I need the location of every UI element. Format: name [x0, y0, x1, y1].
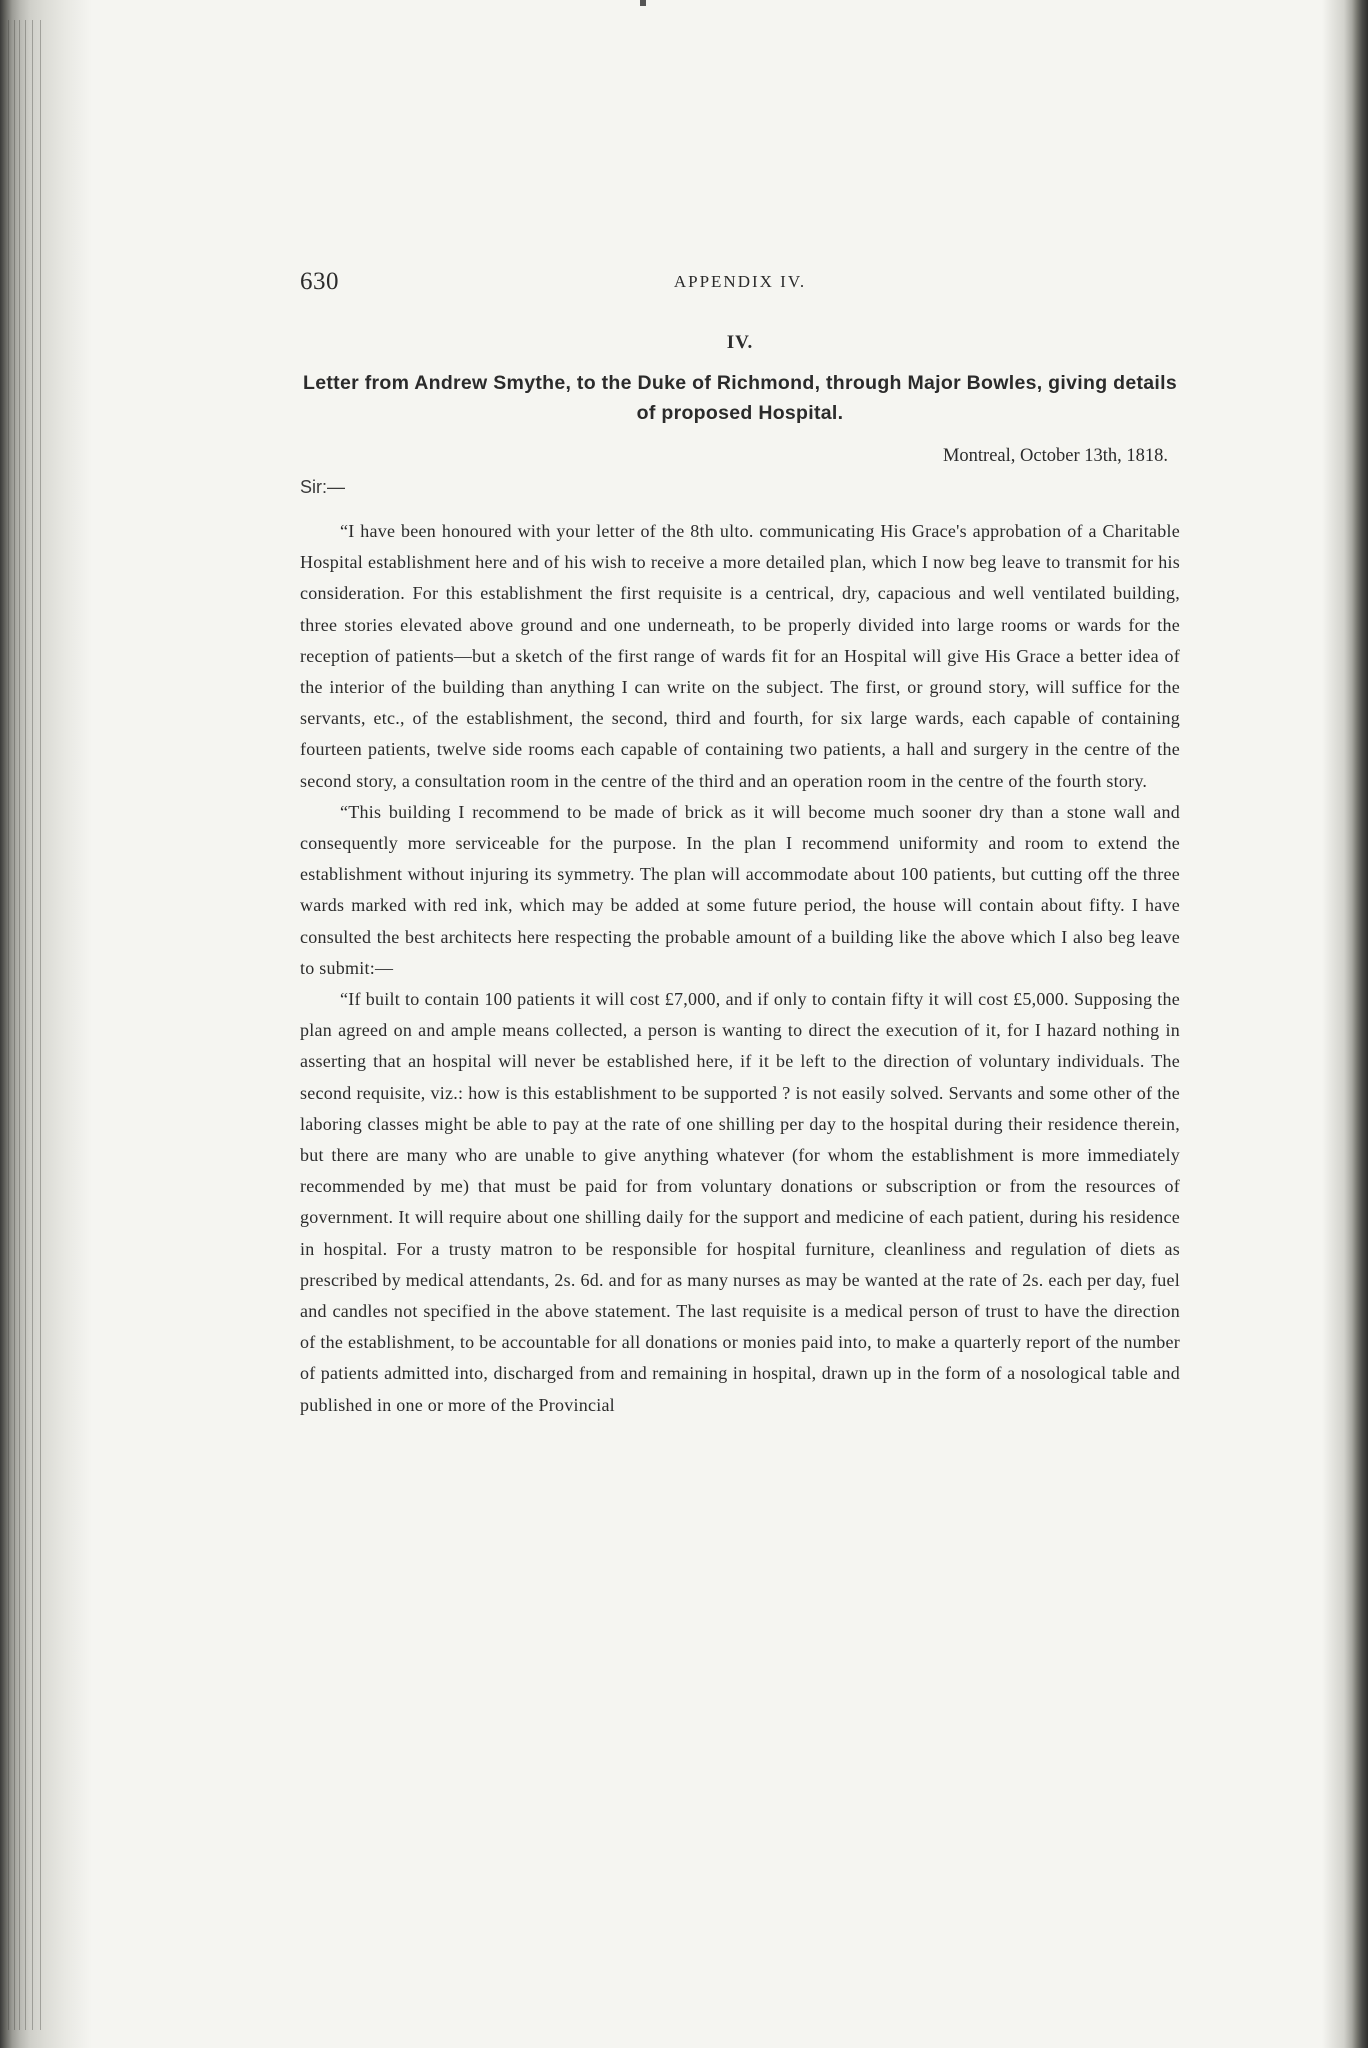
- page-content: [300, 268, 1180, 1421]
- book-fore-edge: [1322, 0, 1368, 2048]
- page-edge-line: [32, 20, 33, 2030]
- section-number: IV.: [726, 332, 754, 353]
- body-paragraph: “I have been honoured with your letter of the 8th ulto. communicating His Grace's approbation of a Charitable Hospital establishment here and of his wish to receive a more detailed plan, which I now beg leave to transmit for his consideration. For this establishment the first requisite is a centrical, dry, capacious and well ventilated building, three stories elevated above ground and one underneath, to be properly divided into large rooms or wards for the reception of patients—but a sketch of the first range of wards fit for an Hospital will give His Grace a better idea of the interior of the building than anything I can write on the subject. The first, or ground story, will suffice for the servants, etc., of the establishment, the second, third and fourth, for six large wards, each capable of containing fourteen patients, twelve side rooms each capable of containing two patients, a hall and surgery in the centre of the second story, a consultation room in the centre of the third and an operation room in the centre of the fourth story.: [300, 521, 1180, 791]
- salutation: Sir:—: [300, 477, 345, 497]
- page-edge-line: [8, 20, 9, 2030]
- body-paragraph: “This building I recommend to be made of brick as it will become much sooner dry than a stone wall and consequently more serviceable for the purpose. In the plan I recommend uniformity and room to extend the establishment without injuring its symmetry. The plan will accommodate about 100 patients, but cutting off the three wards marked with red ink, which may be added at some future period, the house will contain about fifty. I have consulted the best architects here respecting the probable amount of a building like the above which I also beg leave to submit:—: [300, 801, 1180, 978]
- page-edge-line: [25, 20, 26, 2030]
- running-title: APPENDIX IV.: [673, 272, 807, 291]
- scan-mark: [640, 0, 646, 6]
- dateline: Montreal, October 13th, 1818.: [942, 446, 1168, 466]
- document-heading: Letter from Andrew Smythe, to the Duke of Richmond, through Major Bowles, giving details of proposed Hospital.: [303, 372, 1177, 424]
- book-spine-edge: [0, 0, 92, 2048]
- page-edge-line: [19, 20, 20, 2030]
- page-edge-line: [14, 20, 15, 2030]
- page-number: 630: [300, 268, 339, 295]
- running-head: [300, 268, 1180, 304]
- body-paragraph: “If built to contain 100 patients it will cost £7,000, and if only to contain fifty it will cost £5,000. Supposing the plan agreed on and ample means collected, a person is wanting to direct the execution of it, for I hazard nothing in asserting that an hospital will never be established here, if it be left to the direction of voluntary individuals. The second requisite, viz.: how is this establishment to be supported ? is not easily solved. Servants and some other of the laboring classes might be able to pay at the rate of one shilling per day to the hospital during their residence therein, but there are many who are unable to give anything whatever (for whom the establishment is more immediately recommended by me) that must be paid for from voluntary donations or subscription or from the resources of government. It will require about one shilling daily for the support and medicine of each patient, during his residence in hospital. For a trusty matron to be responsible for hospital furniture, cleanliness and regulation of diets as prescribed by medical attendants, 2s. 6d. and for as many nurses as may be wanted at the rate of 2s. each per day, fuel and candles not specified in the above statement. The last requisite is a medical person of trust to have the direction of the establishment, to be accountable for all donations or monies paid into, to make a quarterly report of the number of patients admitted into, discharged from and remaining in hospital, drawn up in the form of a nosological table and published in one or more of the Provincial: [300, 989, 1180, 1415]
- page-edge-line: [40, 20, 41, 2030]
